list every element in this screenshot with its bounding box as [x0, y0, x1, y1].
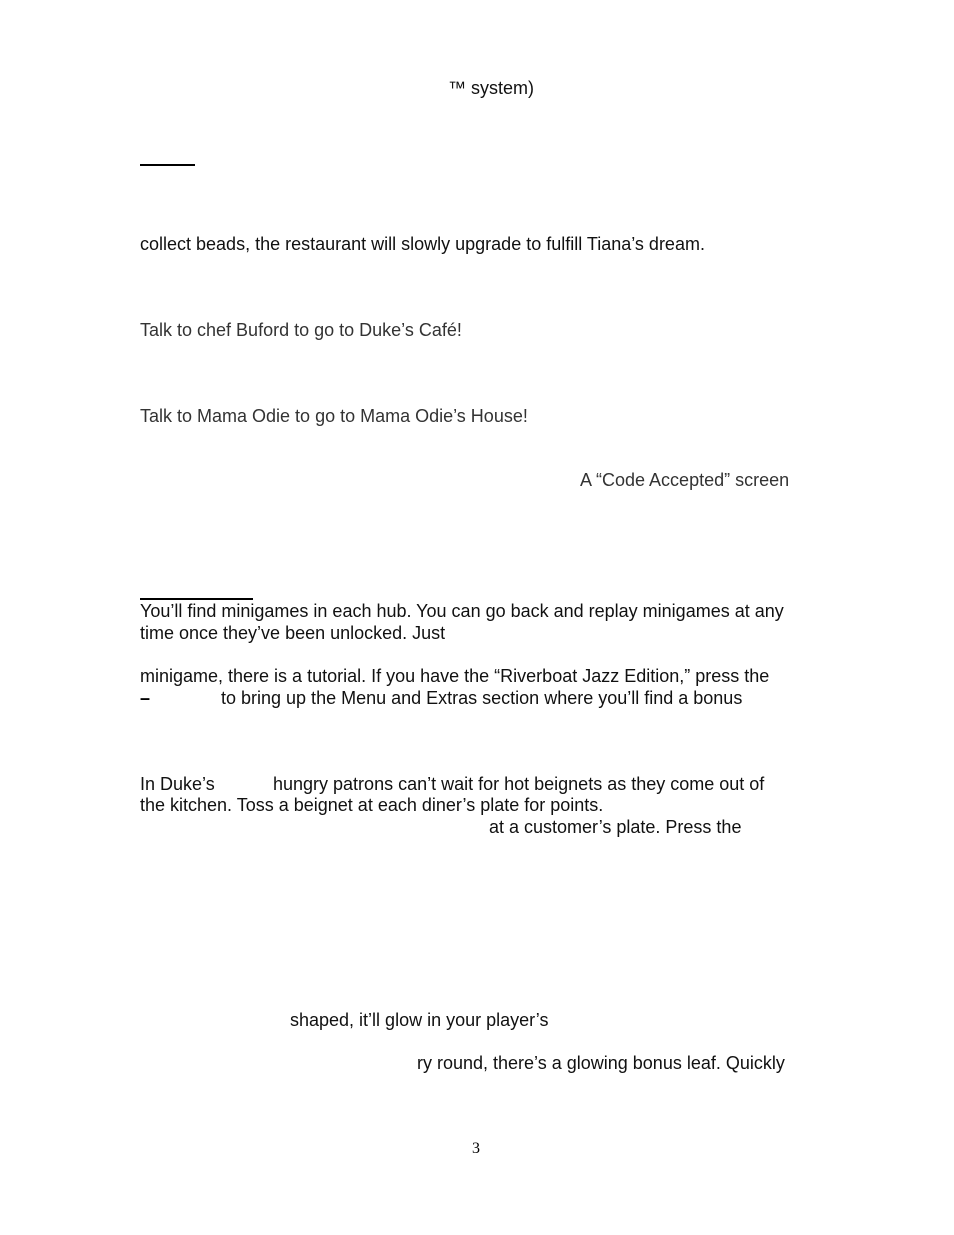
heading-underline	[140, 164, 195, 166]
dukes-line-1a: In Duke’s	[140, 774, 215, 794]
beads-line: collect beads, the restaurant will slowly upgrade to fulfill Tiana’s dream.	[140, 234, 705, 254]
minigames-line-3: minigame, there is a tutorial. If you have the “Riverboat Jazz Edition,” press the	[140, 666, 770, 686]
page-number: 3	[472, 1140, 480, 1157]
minigames-line-2: time once they’ve been unlocked. Just	[140, 623, 446, 643]
dukes-line-3: at a customer’s plate. Press the	[489, 817, 742, 837]
dukes-line-1b: hungry patrons can’t wait for hot beignets as they come out of	[273, 774, 765, 794]
odie-line: Talk to Mama Odie to go to Mama Odie’s House!	[140, 406, 528, 426]
minigames-line-1: You’ll find minigames in each hub. You can go back and replay minigames at any	[140, 601, 784, 621]
buford-line: Talk to chef Buford to go to Duke’s Café!	[140, 320, 462, 340]
code-accepted-line: A “Code Accepted” screen	[580, 470, 790, 490]
minigames-line-4: to bring up the Menu and Extras section where you’ll find a bonus	[221, 688, 743, 708]
dukes-line-2: the kitchen. Toss a beignet at each diner’s plate for points.	[140, 795, 604, 815]
shaped-line: shaped, it’ll glow in your player’s	[290, 1010, 549, 1030]
system-fragment: ™ system)	[448, 78, 535, 98]
bonus-leaf-line: ry round, there’s a glowing bonus leaf. Quickly	[417, 1053, 785, 1073]
minigames-line-4-dash: –	[140, 688, 151, 708]
